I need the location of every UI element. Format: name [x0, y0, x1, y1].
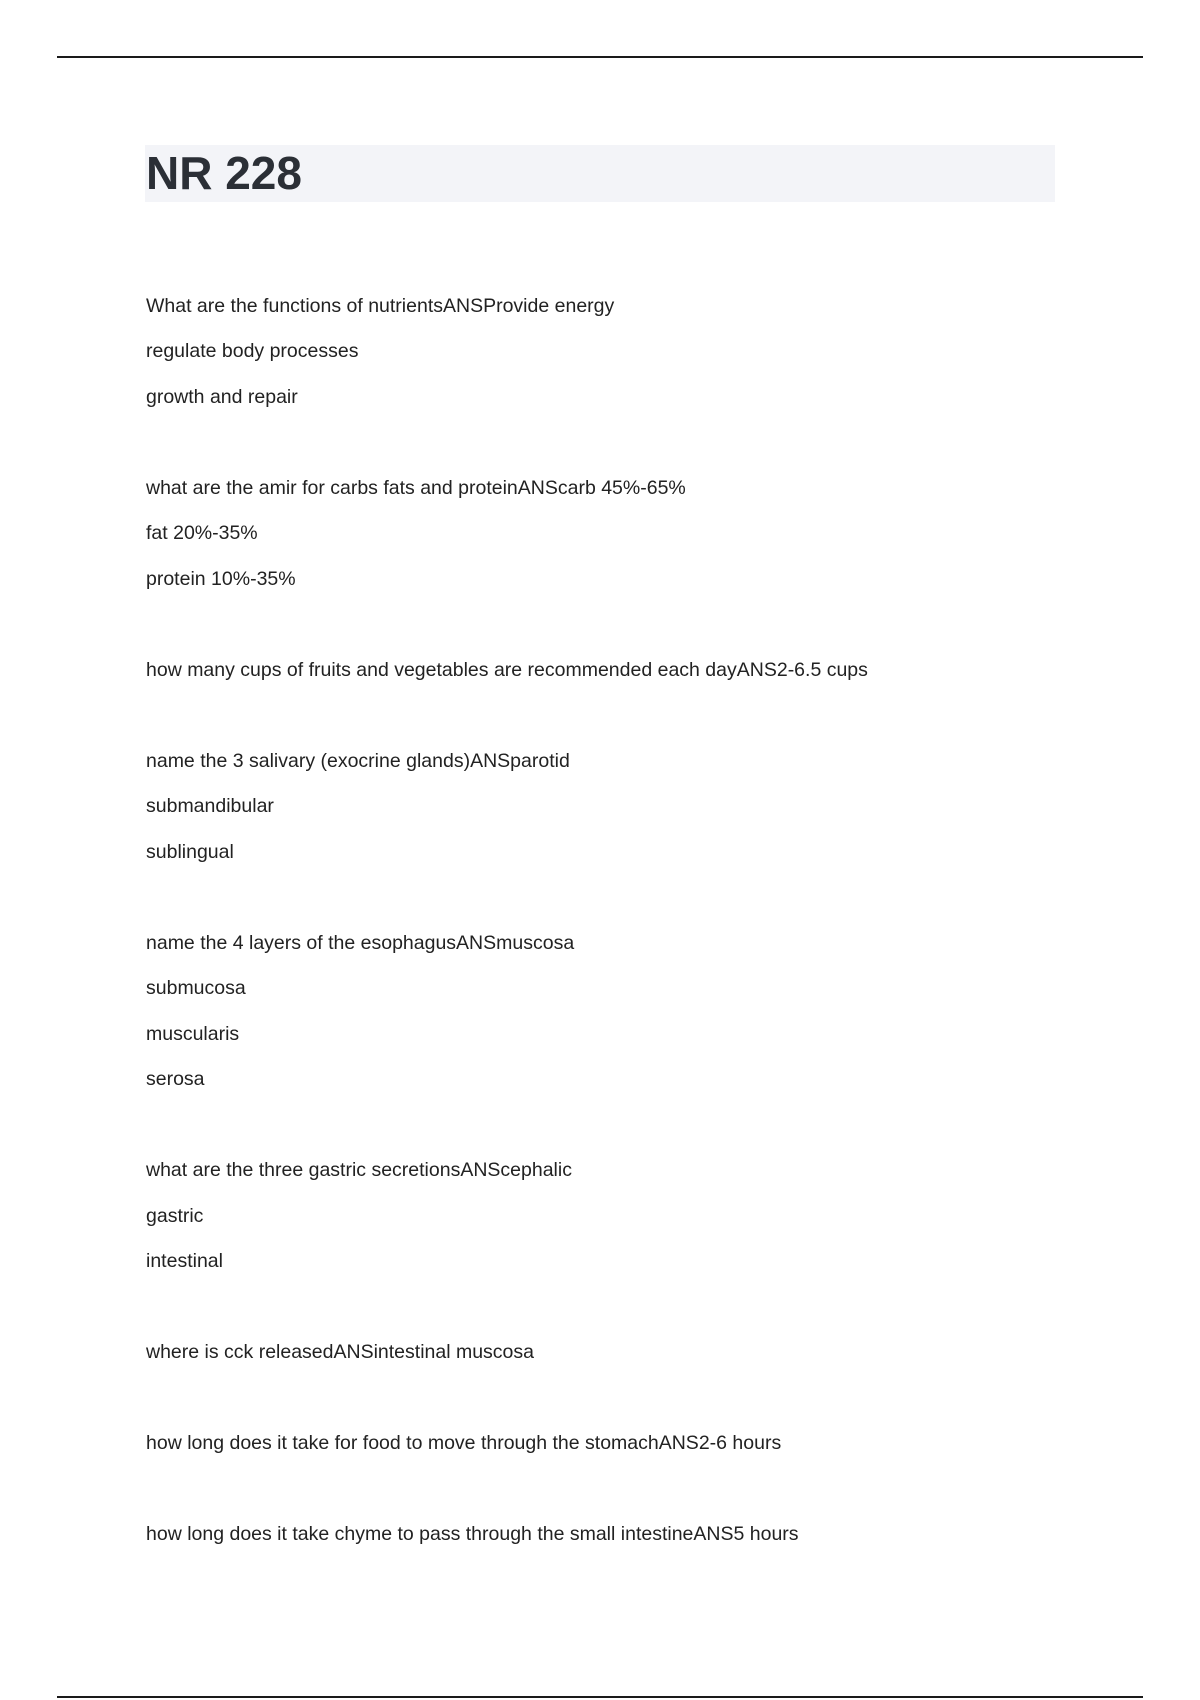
- qa-6-line-2: gastric: [146, 1205, 204, 1227]
- qa-2-line-1: what are the amir for carbs fats and proteinANScarb 45%-65%: [146, 477, 686, 499]
- qa-2-line-2: fat 20%-35%: [146, 522, 258, 544]
- qa-5-line-2: submucosa: [146, 977, 246, 999]
- qa-2-line-3: protein 10%-35%: [146, 568, 296, 590]
- qa-8-line-1: how long does it take for food to move through the stomachANS2-6 hours: [146, 1432, 782, 1454]
- footer-rule: [57, 1696, 1143, 1698]
- qa-3-line-1: how many cups of fruits and vegetables are recommended each dayANS2-6.5 cups: [146, 659, 868, 681]
- qa-6-line-3: intestinal: [146, 1250, 223, 1272]
- document-title: NR 228: [146, 147, 302, 199]
- qa-4-line-2: submandibular: [146, 795, 274, 817]
- qa-1-line-2: regulate body processes: [146, 340, 359, 362]
- qa-1-line-3: growth and repair: [146, 386, 298, 408]
- qa-1-line-1: What are the functions of nutrientsANSProvide energy: [146, 295, 615, 317]
- qa-5-line-4: serosa: [146, 1068, 205, 1090]
- qa-9-line-1: how long does it take chyme to pass through the small intestineANS5 hours: [146, 1523, 799, 1545]
- qa-4-line-1: name the 3 salivary (exocrine glands)ANSparotid: [146, 750, 570, 772]
- qa-6-line-1: what are the three gastric secretionsANScephalic: [146, 1159, 572, 1181]
- header-rule: [57, 56, 1143, 58]
- qa-5-line-1: name the 4 layers of the esophagusANSmuscosa: [146, 932, 575, 954]
- qa-7-line-1: where is cck releasedANSintestinal muscosa: [146, 1341, 535, 1363]
- qa-5-line-3: muscularis: [146, 1023, 240, 1045]
- qa-4-line-3: sublingual: [146, 841, 234, 863]
